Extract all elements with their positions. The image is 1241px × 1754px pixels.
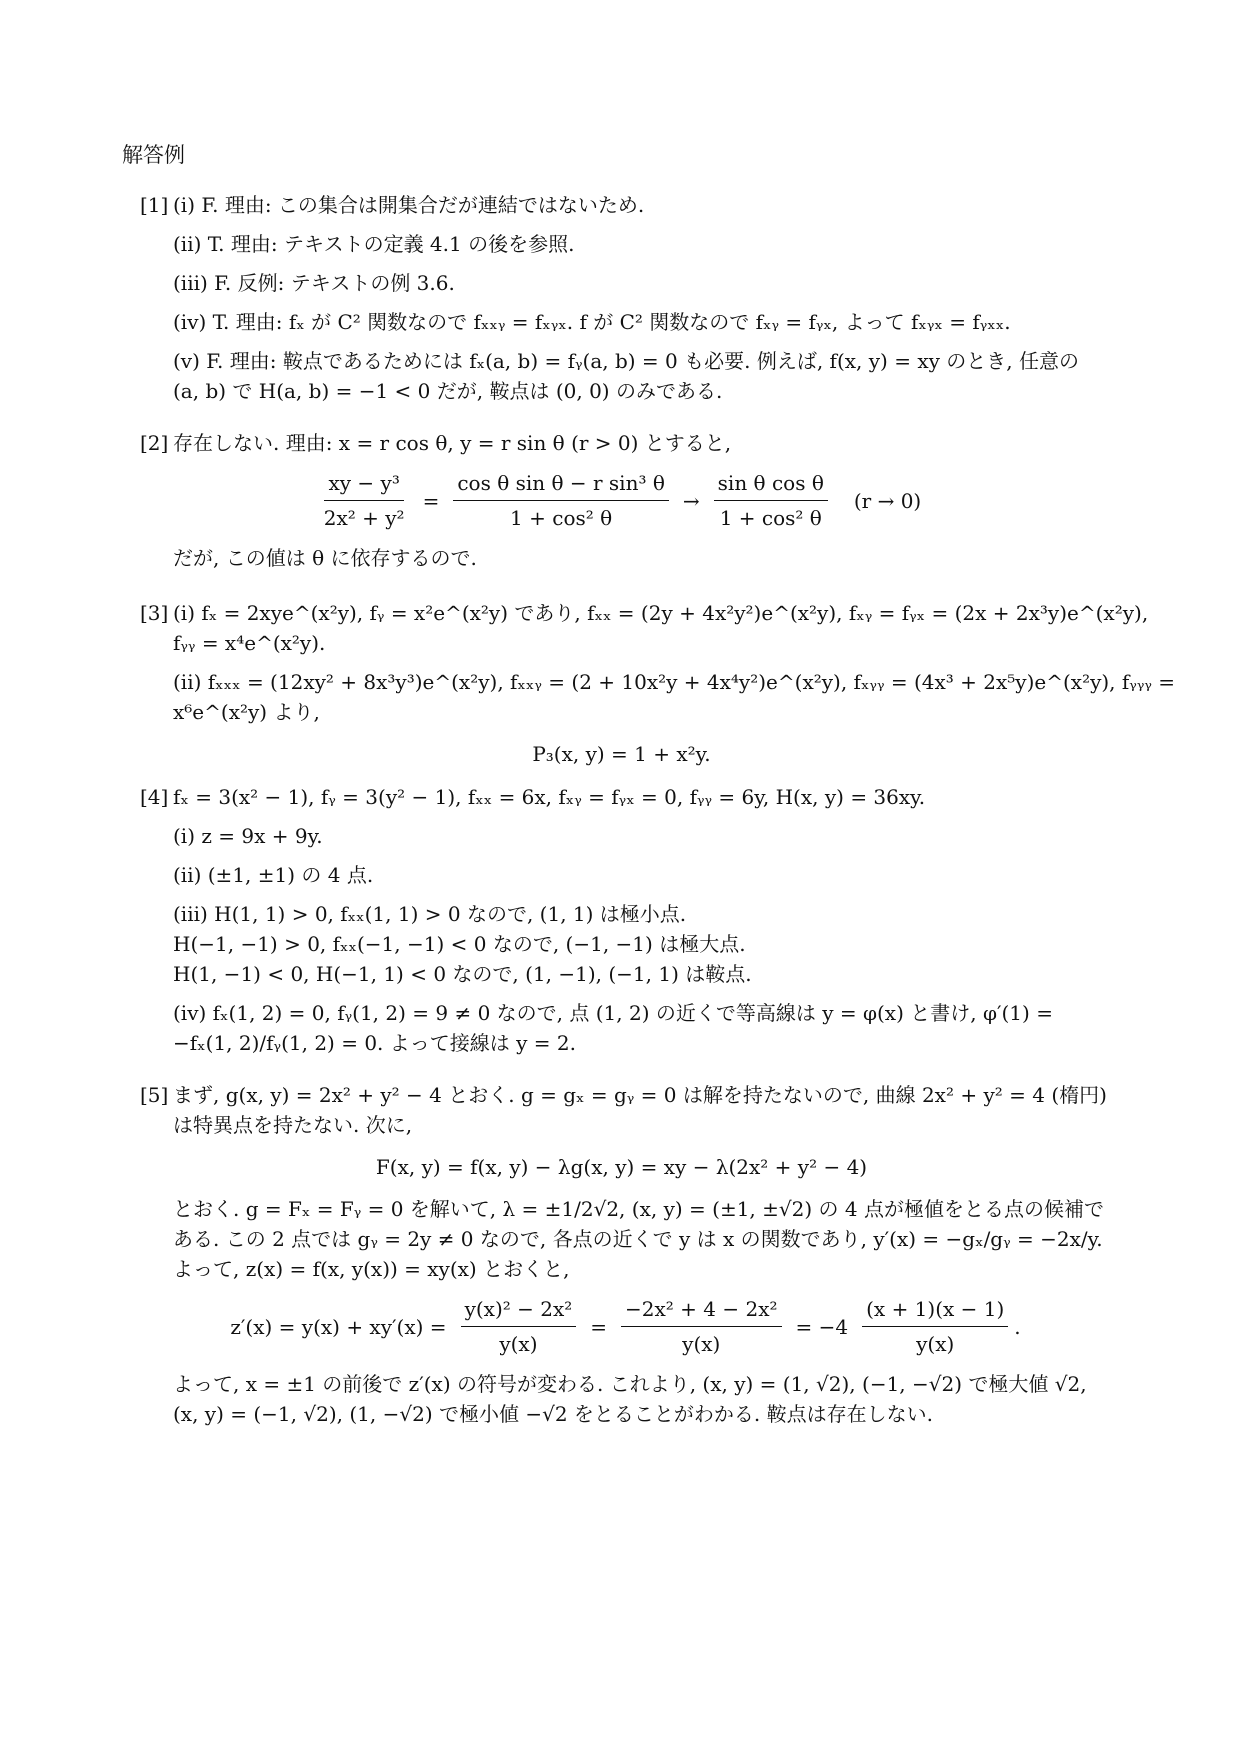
answer-5-derivative-equation [173, 1294, 1070, 1359]
denominator: y(x) [916, 1332, 955, 1356]
answer-5-p3-line1: よって, x = ±1 の前後で z′(x) の符号が変わる. これより, (x, y) = (1, √2), (−1, −√2) で極大値 √2, [173, 1372, 1087, 1396]
numerator: (x + 1)(x − 1) [862, 1294, 1008, 1327]
answer-4-label: [4] [140, 785, 169, 809]
answer-5-p1-line1: まず, g(x, y) = 2x² + y² − 4 とおく. g = gₓ = gᵧ = 0 は解を持たないので, 曲線 2x² + y² = 4 (楕円) [173, 1083, 1107, 1107]
fraction [320, 468, 409, 533]
period: . [1014, 1314, 1021, 1339]
answer-2-equation [173, 468, 1070, 533]
answer-5-p1-line2: は特異点を持たない. 次に, [173, 1113, 413, 1137]
answer-3-ii-line2: x⁶e^(x²y) より, [173, 700, 320, 724]
answer-3-i-line1: (i) fₓ = 2xye^(x²y), fᵧ = x²e^(x²y) であり, fₓₓ = (2y + 4x²y²)e^(x²y), fₓᵧ = fᵧₓ = (2x + 2x³y)e^(x²y), [173, 601, 1149, 625]
fraction [461, 1294, 577, 1359]
answer-4-iv-line1: (iv) fₓ(1, 2) = 0, fᵧ(1, 2) = 9 ≠ 0 なので, 点 (1, 2) の近くで等高線は y = φ(x) と書け, φ′(1) = [173, 1001, 1053, 1025]
answer-1-label: [1] [140, 193, 169, 217]
numerator: sin θ cos θ [714, 468, 828, 501]
answer-5-p2-line1: とおく. g = Fₓ = Fᵧ = 0 を解いて, λ = ±1/2√2, (x, y) = (±1, ±√2) の 4 点が極値をとる点の候補で [173, 1197, 1104, 1221]
numerator: −2x² + 4 − 2x² [621, 1294, 781, 1327]
denominator: 1 + cos² θ [719, 506, 822, 530]
numerator: y(x)² − 2x² [461, 1294, 577, 1327]
answer-1 [140, 190, 1079, 415]
answer-1-i: (i) F. 理由: この集合は開集合だが連結ではないため. [173, 193, 645, 217]
answer-2-outro: だが, この値は θ に依存するので. [173, 546, 477, 570]
answer-4-iii-line2: H(−1, −1) > 0, fₓₓ(−1, −1) < 0 なので, (−1, −1) は極大点. [173, 932, 746, 956]
answer-4-ii: (ii) (±1, ±1) の 4 点. [173, 863, 374, 887]
answer-4-intro: fₓ = 3(x² − 1), fᵧ = 3(y² − 1), fₓₓ = 6x, fₓᵧ = fᵧₓ = 0, fᵧᵧ = 6y, H(x, y) = 36xy. [173, 785, 926, 809]
answer-3-label: [3] [140, 601, 169, 625]
answer-5-p3-line2: (x, y) = (−1, √2), (1, −√2) で極小値 −√2 をとることがわかる. 鞍点は存在しない. [173, 1402, 933, 1426]
equals-coefficient: = −4 [795, 1314, 849, 1339]
fraction [453, 468, 669, 533]
answer-4-i: (i) z = 9x + 9y. [173, 824, 323, 848]
answer-1-iv: (iv) T. 理由: fₓ が C² 関数なので fₓₓᵧ = fₓᵧₓ. f が C² 関数なので fₓᵧ = fᵧₓ, よって fₓᵧₓ = fᵧₓₓ. [173, 310, 1011, 334]
limit-note: (r → 0) [853, 488, 922, 513]
answer-1-ii: (ii) T. 理由: テキストの定義 4.1 の後を参照. [173, 232, 575, 256]
denominator: y(x) [499, 1332, 538, 1356]
answer-1-v-line1: (v) F. 理由: 鞍点であるためには fₓ(a, b) = fᵧ(a, b) = 0 も必要. 例えば, f(x, y) = xy のとき, 任意の [173, 349, 1079, 373]
page-title: 解答例 [122, 143, 185, 167]
answer-2-label: [2] [140, 431, 169, 455]
answer-5 [140, 1080, 1107, 1438]
answer-5-p2-line2: ある. この 2 点では gᵧ = 2y ≠ 0 なので, 各点の近くで y は x の関数であり, y′(x) = −gₓ/gᵧ = −2x/y. [173, 1227, 1103, 1251]
answer-2-intro: 存在しない. 理由: x = r cos θ, y = r sin θ (r > 0) とすると, [173, 431, 732, 455]
equals-sign: = [422, 488, 440, 513]
answer-3 [140, 598, 1176, 781]
answer-4-iii-line3: H(1, −1) < 0, H(−1, 1) < 0 なので, (1, −1), (−1, 1) は鞍点. [173, 962, 752, 986]
answer-4 [140, 782, 1070, 1067]
answer-4-iii-line1: (iii) H(1, 1) > 0, fₓₓ(1, 1) > 0 なので, (1, 1) は極小点. [173, 902, 687, 926]
arrow-symbol: → [682, 488, 700, 513]
answer-3-i-line2: fᵧᵧ = x⁴e^(x²y). [173, 631, 326, 655]
answer-3-taylor-polynomial: P₃(x, y) = 1 + x²y. [532, 742, 711, 766]
answer-5-label: [5] [140, 1083, 169, 1107]
equals-sign: = [590, 1314, 608, 1339]
answer-5-lagrange-function: F(x, y) = f(x, y) − λg(x, y) = xy − λ(2x² + y² − 4) [375, 1155, 868, 1179]
denominator: 2x² + y² [323, 506, 405, 530]
fraction [714, 468, 828, 533]
numerator: xy − y³ [324, 468, 403, 501]
equation-lhs: z′(x) = y(x) + xy′(x) = [230, 1314, 447, 1339]
fraction [621, 1294, 781, 1359]
answer-5-p2-line3: よって, z(x) = f(x, y(x)) = xy(x) とおくと, [173, 1257, 570, 1281]
answer-2 [140, 428, 1070, 582]
answer-4-iv-line2: −fₓ(1, 2)/fᵧ(1, 2) = 0. よって接線は y = 2. [173, 1031, 576, 1055]
answer-1-v-line2: (a, b) で H(a, b) = −1 < 0 だが, 鞍点は (0, 0) のみである. [173, 379, 723, 403]
denominator: 1 + cos² θ [510, 506, 613, 530]
denominator: y(x) [682, 1332, 721, 1356]
fraction [862, 1294, 1008, 1359]
answer-3-ii-line1: (ii) fₓₓₓ = (12xy² + 8x³y³)e^(x²y), fₓₓᵧ = (2 + 10x²y + 4x⁴y²)e^(x²y), fₓᵧᵧ = (4x³ + 2x⁵y)e^(x²y), fᵧᵧᵧ = [173, 670, 1176, 694]
answer-1-iii: (iii) F. 反例: テキストの例 3.6. [173, 271, 455, 295]
numerator: cos θ sin θ − r sin³ θ [453, 468, 669, 501]
